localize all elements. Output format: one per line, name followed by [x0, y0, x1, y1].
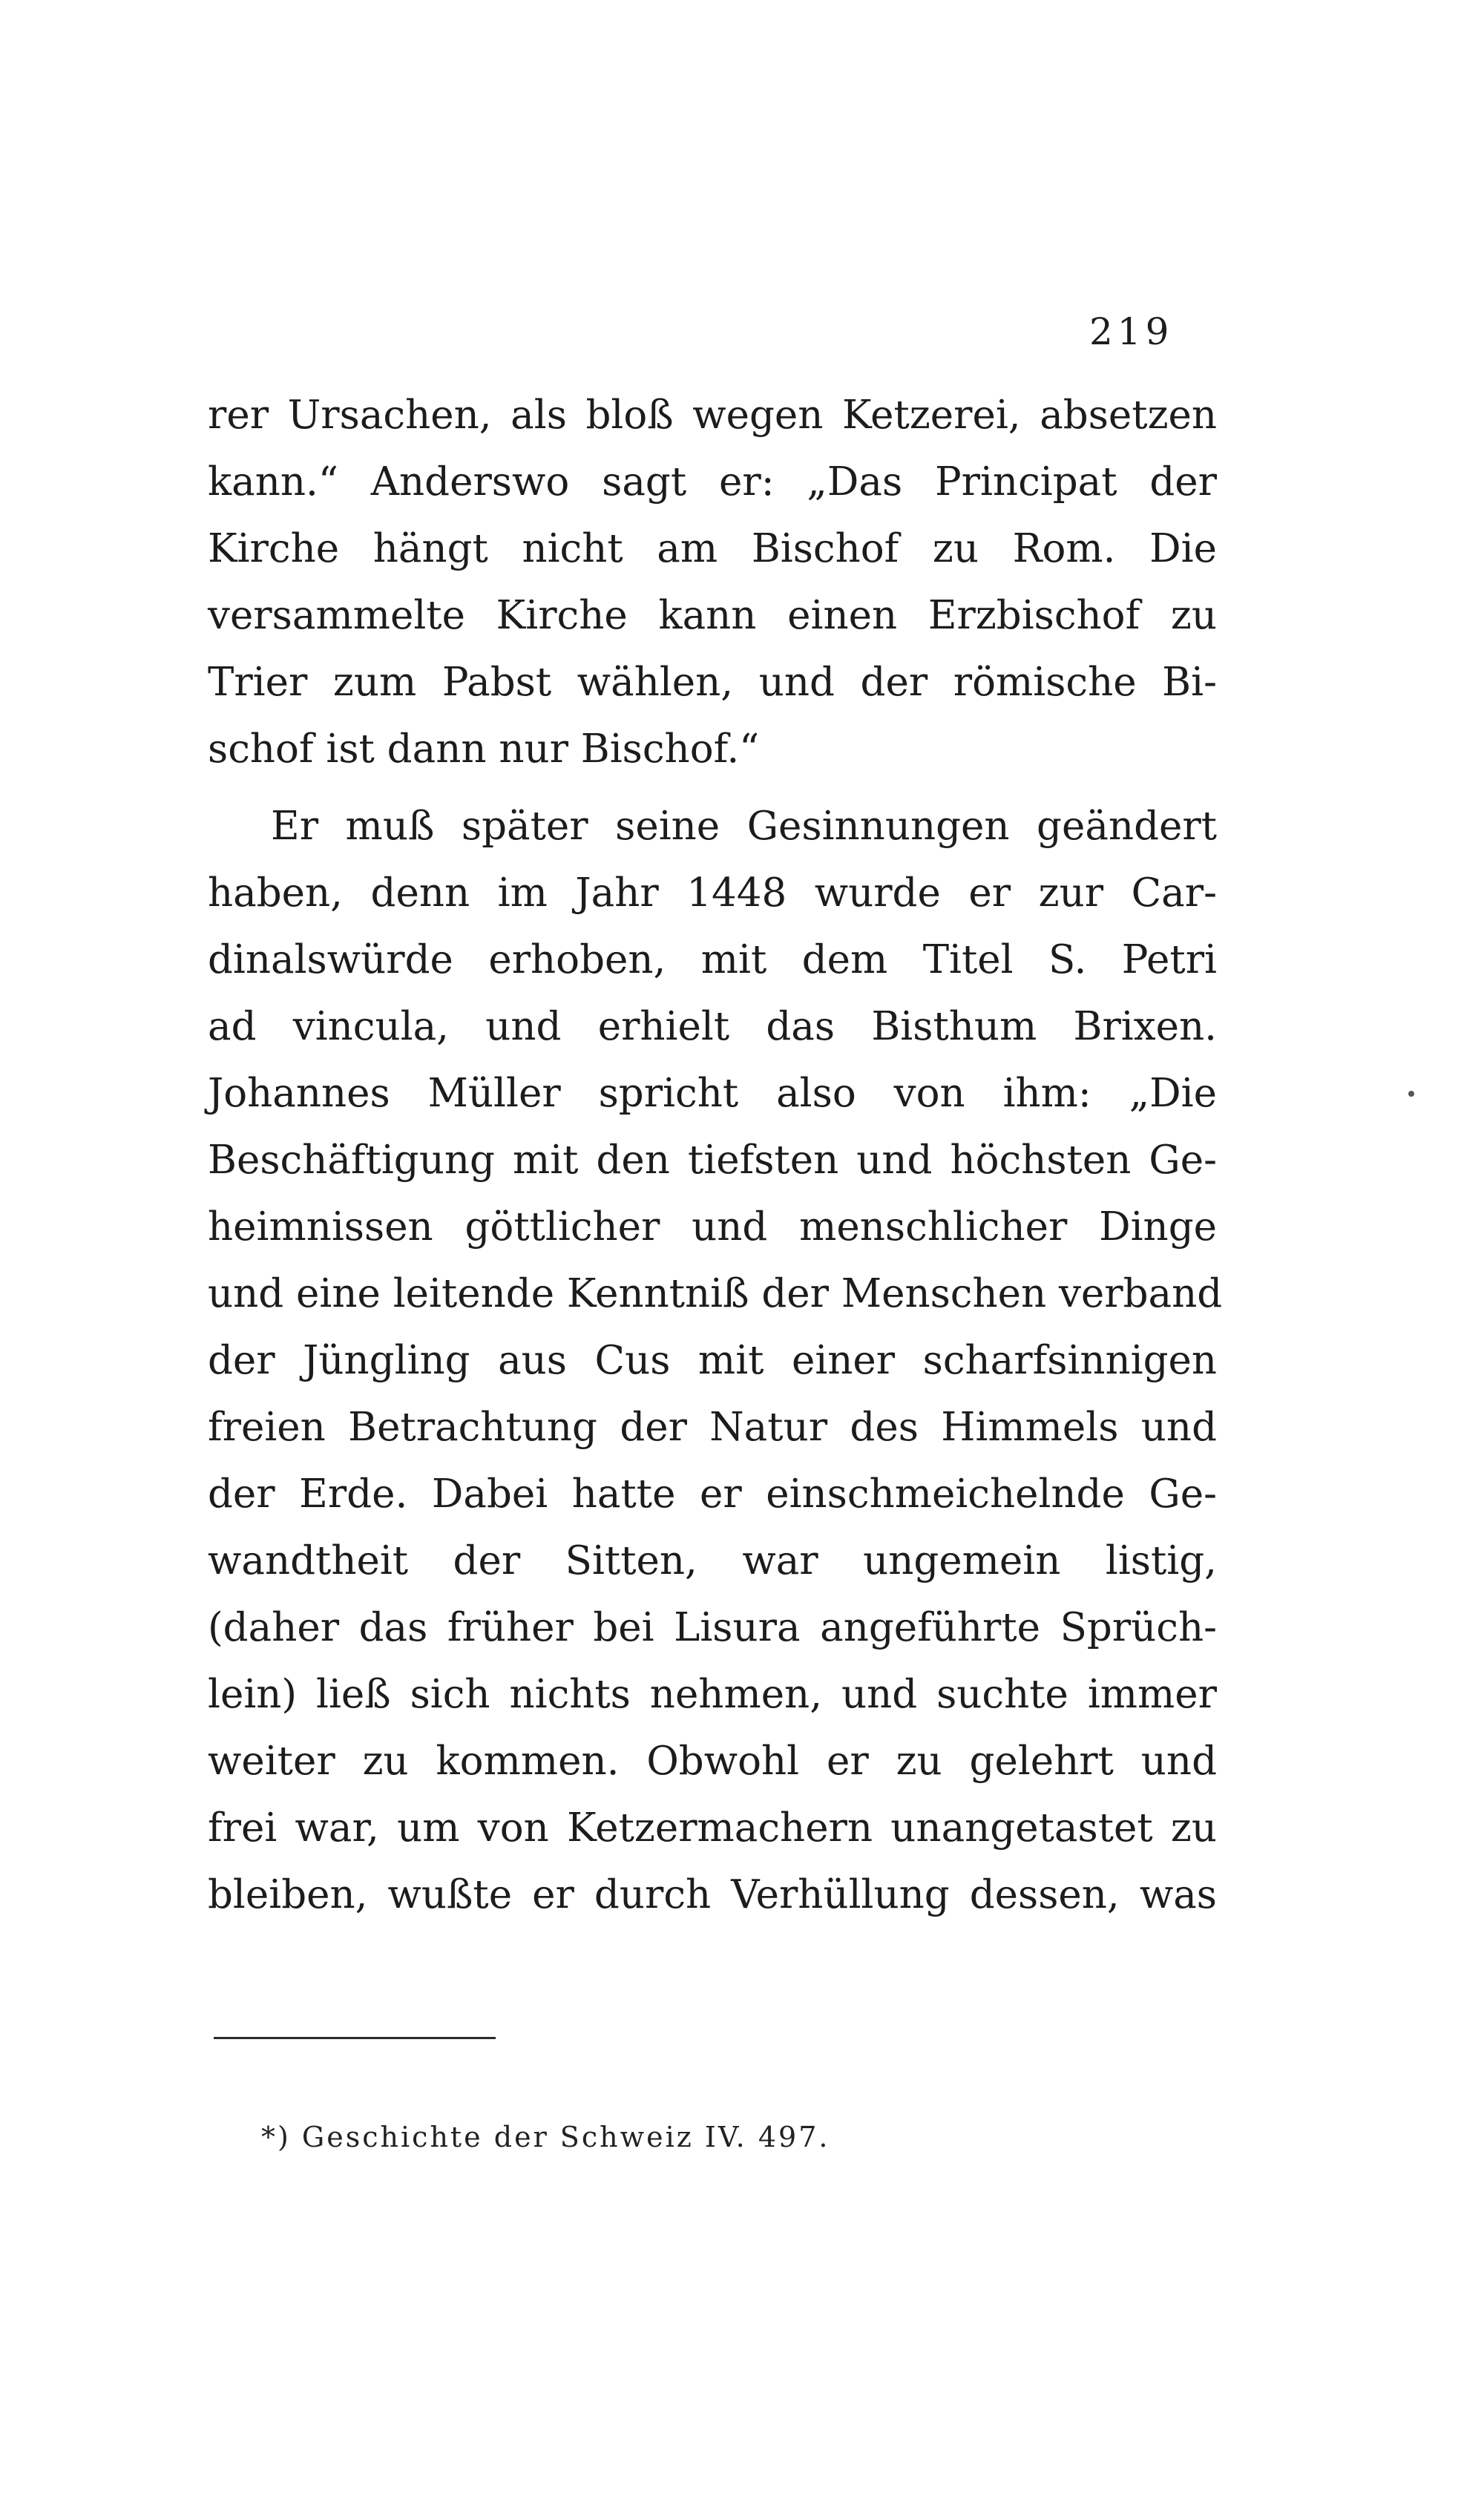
- text-line: Kirche hängt nicht am Bischof zu Rom. Die: [208, 526, 1217, 571]
- text-line: dinalswürde erhoben, mit dem Titel S. Petri: [208, 937, 1217, 982]
- text-line: versammelte Kirche kann einen Erzbischof zu: [208, 593, 1217, 638]
- text-line: ad vincula, und erhielt das Bisthum Brixen.: [208, 1004, 1217, 1049]
- footnote-rule: [214, 2037, 496, 2039]
- text-line: der Jüngling aus Cus mit einer scharfsinnigen: [208, 1338, 1217, 1383]
- text-line: wandtheit der Sitten, war ungemein listig,: [208, 1538, 1217, 1584]
- text-line: Johannes Müller spricht also von ihm: „Die: [208, 1071, 1217, 1116]
- text-line: Trier zum Pabst wählen, und der römische Bi-: [208, 660, 1217, 705]
- text-line: weiter zu kommen. Obwohl er zu gelehrt und: [208, 1739, 1217, 1784]
- text-line: schof ist dann nur Bischof.“: [208, 726, 760, 772]
- text-line: haben, denn im Jahr 1448 wurde er zur Car-: [208, 870, 1217, 916]
- page-number: 219: [1089, 310, 1174, 353]
- text-line: und eine leitende Kenntniß der Menschen verband: [208, 1271, 1223, 1316]
- text-line: (daher das früher bei Lisura angeführte Sprüch-: [208, 1605, 1217, 1650]
- text-line: frei war, um von Ketzermachern unangetastet zu: [208, 1805, 1217, 1851]
- text-line: rer Ursachen, als bloß wegen Ketzerei, absetzen: [208, 393, 1217, 438]
- text-line: bleiben, wußte er durch Verhüllung dessen, was: [208, 1872, 1217, 1917]
- paragraph-first-line: Er muß später seine Gesinnungen geändert: [271, 804, 1217, 849]
- text-line: heimnissen göttlicher und menschlicher Dinge: [208, 1204, 1217, 1250]
- text-line: freien Betrachtung der Natur des Himmels und: [208, 1405, 1217, 1450]
- text-line: Beschäftigung mit den tiefsten und höchsten Ge-: [208, 1138, 1217, 1183]
- text-line: kann.“ Anderswo sagt er: „Das Principat der: [208, 459, 1217, 505]
- print-speck: [1408, 1091, 1414, 1097]
- text-line: lein) ließ sich nichts nehmen, und suchte immer: [208, 1672, 1217, 1717]
- footnote: *) Geschichte der Schweiz IV. 497.: [261, 2121, 830, 2153]
- text-line: der Erde. Dabei hatte er einschmeichelnde Ge-: [208, 1471, 1217, 1517]
